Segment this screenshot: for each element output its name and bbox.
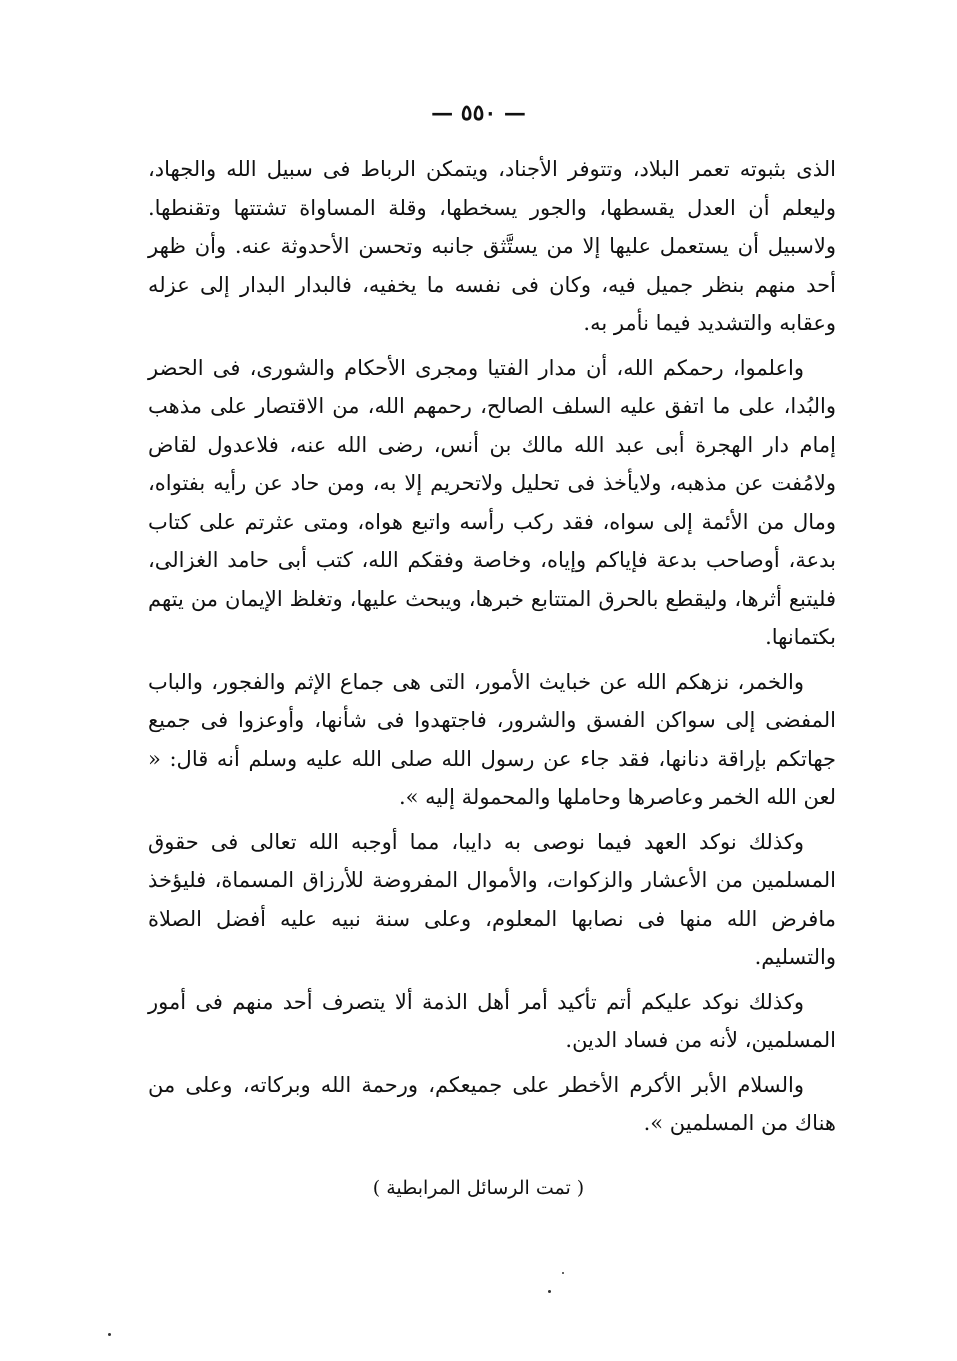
scan-speck: [548, 1290, 551, 1293]
closing-note: ( تمت الرسائل المرابطية ): [372, 1177, 585, 1199]
paragraph-5: وكذلك نوكد عليكم أتم تأكيد أمر أهل الذمة ألا يتصرف أحد منهم فى أمور المسلمين، لأنه من فساد الدين.: [148, 989, 836, 1052]
paragraph-4: وكذلك نوكد العهد فيما نوصى به دايبا، مما أوجبه الله تعالى فى حقوق المسلمين من الأعشار والزكوات، والأموال المفروضة للأرزاق المسماة، فليؤخذ مافرض الله منها فى نصابها المعلوم، وعلى سنة نبيه عليه أفضل الصلاة والتسليم.: [148, 829, 836, 969]
scan-speck: [108, 1333, 111, 1336]
scan-speck: [562, 1272, 564, 1274]
paragraph-1: الذى بثبوته تعمر البلاد، وتتوفر الأجناد، ويتمكن الرباط فى سبيل الله والجهاد، وليعلم أن العدل يقسطها، والجور يسخطها، وقلة المساواة تشتتها وتقنطها. ولاسبيل أن يستعمل عليها إلا من يستَّثق جانبه وتحسن الأحدوثة عنه. وأن ظهر أحد منهم بنظر جميل فيه، وكان فى نفسه ما يخفيه، فالبدار البدار إلى عزله وعقابه والتشديد فيما نأمر به.: [148, 157, 836, 335]
paragraph-2: واعلموا، رحمكم الله، أن مدار الفتيا ومجرى الأحكام والشورى، فى الحضر والبُدا، على ما اتفق عليه السلف الصالح، رحمهم الله، من الاقتصار على مذهب إمام دار الهجرة أبى عبد الله مالك بن أنس، رضى الله عنه، فلاعدول لقاض ولامُفت عن مذهبه، ولايأخذ فى تحليل ولاتحريم إلا به، ومن حاد عن رأيه بفتواه، ومال من الأئمة إلى سواه، فقد ركب رأسه واتبع هواه، ومتى عثرتم على كتاب بدعة، أوصاحب بدعة فإياكم وإياه، وخاصة وفقكم الله، كتب أبى حامد الغزالى، فليتبع أثرها، وليقطع بالحرق المتتابع خبرها، ويبحث عليها، وتغلظ الإيمان من يتهم بكتمانها.: [148, 355, 836, 649]
page-number: — ٥٥٠ —: [431, 100, 526, 126]
paragraph-3: والخمر، نزهكم الله عن خبايث الأمور، التى هى جماع الإثم والفجور، والباب المفضى إلى سواكن الفسق والشرور، فاجتهدوا فى شأنها، وأوعزوا فى جميع جهاتكم بإراقة دنانها، فقد جاء عن رسول الله صلى الله عليه وسلم أنه قال: « لعن الله الخمر وعاصرها وحاملها والمحمولة إليه ».: [148, 669, 836, 809]
body-text: [148, 150, 836, 1149]
paragraph-6: والسلام الأبر الأكرم الأخطر على جميعكم، ورحمة الله وبركاته، وعلى من هناك من المسلمين ».: [148, 1072, 836, 1135]
